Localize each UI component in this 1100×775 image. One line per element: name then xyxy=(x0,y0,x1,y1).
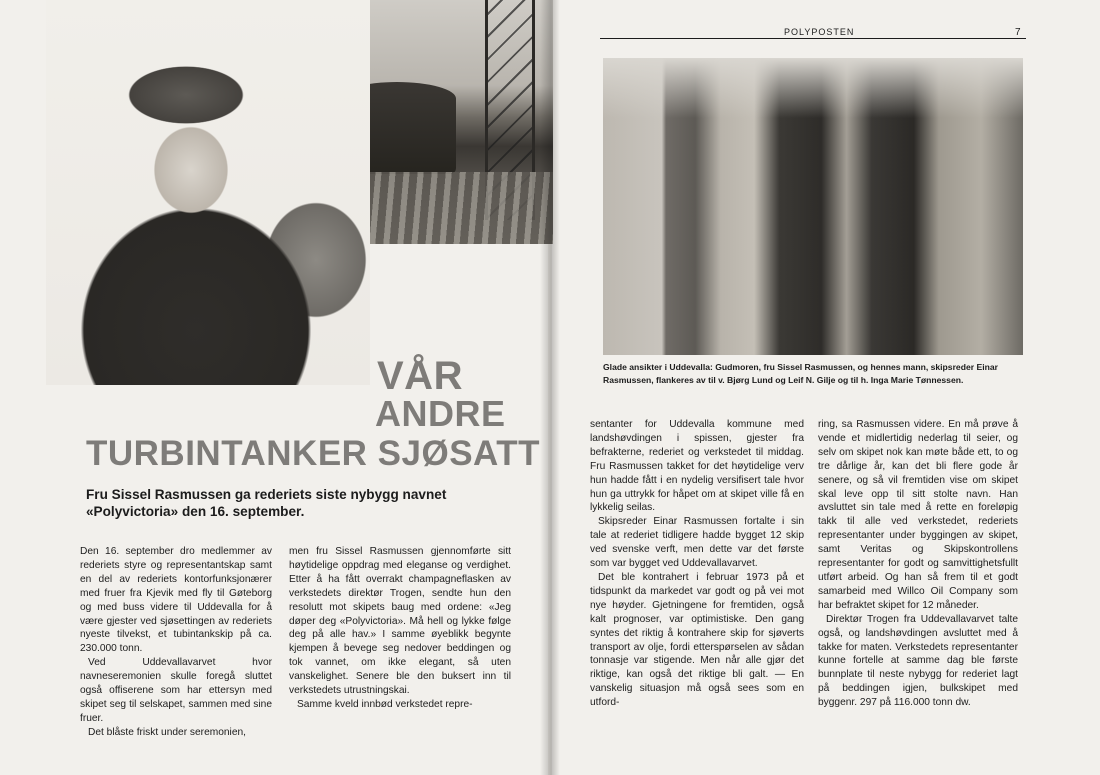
group-photo xyxy=(603,58,1023,355)
photo-sky-shape xyxy=(603,58,1023,118)
paragraph: Ved Uddevallavarvet hvor navneseremonien skulle foregå sluttet også offiserene som har ettersyn med skipet seg til selskapet, sammen med sine fruer. xyxy=(80,657,272,724)
paragraph: Skipsreder Einar Rasmussen fortalte i sin tale at rederiet tidligere hadde bygget 12 skip ved svenske verft, men dette var det første som var bygget ved Uddevallavarvet. xyxy=(590,516,804,570)
title-line-2: ANDRE xyxy=(375,393,506,434)
paragraph: men fru Sissel Rasmussen gjennomførte sitt høytidelige oppdrag med eleganse og verdighet. Etter å ha fått overrakt champagneflasken av verkstedets direktør Trogen, sendte hun den resolutt mot skipets baug med ordene: «Jeg døper deg «Polyvictoria». Må hell og lykke følge deg på alle hav.» I samme øyeblikk begynte kjempen å bevege seg nedover beddingen og tok vannet, om ikke elegant, så uten vanskelighet. Senere ble den buksert inn til verkstedets utrustningskai. xyxy=(289,546,511,697)
header-rule xyxy=(600,38,1026,39)
left-column-1 xyxy=(80,545,272,740)
right-column-1 xyxy=(590,418,804,710)
title-line-3: TURBINTANKER SJØSATT xyxy=(86,434,540,473)
photo-caption: Glade ansikter i Uddevalla: Gudmoren, fru Sissel Rasmussen, og hennes mann, skipsreder Einar Rasmussen, flankeres av til v. Bjørg Lund og Leif N. Gilje og til h. Inga Marie Tønnessen. xyxy=(603,362,998,385)
right-column-2 xyxy=(818,418,1018,710)
paragraph: Den 16. september dro medlemmer av rederiets styre og representantskap samt en del av rederiets kontorfunksjonærer med fruer fra Kjevik med fly til Gøteborg og med buss videre til Uddevalla for å være gjester ved sjøsettingen av rederiets nyeste tilvekst, et tubintankskip på ca. 230.000 tonn. xyxy=(80,546,272,655)
paragraph: Det blåste friskt under seremonien, xyxy=(88,726,246,738)
paragraph: sentanter for Uddevalla kommune med landshøvdingen i spissen, gjester fra befrakterne, rederiet og verkstedet til middag. Fru Rasmussen takket for det høytidelige verv hun hadde fått i en nydelig versifisert tale hvor hun ga uttrykk for håpet om at skipet ville få en lykkelig seilas. xyxy=(590,419,804,514)
paragraph: Samme kveld innbød verkstedet repre- xyxy=(297,698,473,710)
title-line-1: VÅR xyxy=(377,354,463,398)
left-column-2 xyxy=(289,545,511,712)
running-head: POLYPOSTEN xyxy=(784,27,855,37)
paragraph: ring, sa Rasmussen videre. En må prøve å vende et midlertidig nederlag til seier, og selv om skipet nok kan møte både ett, to og tre dårlige år, kan det bli flere gode år senere, og så vil fremtiden vise om skipet skal leve opp til sitt stolte navn. Han avsluttet sin tale med å rette en foreløpig takk til alle ved verkstedet, rederiets representanter under byggingen av skipet, samt Veritas og Skipskontrollens representanter for godt og samvittighetsfullt utført arbeid. Og han så frem til et godt samarbeid med Willco Oil Company som har befraktet skipet for 12 måneder. xyxy=(818,419,1018,611)
article-lead: Fru Sissel Rasmussen ga rederiets siste nybygg navnet «Polyvictoria» den 16. september. xyxy=(86,487,447,519)
page-number: 7 xyxy=(1015,27,1021,38)
godmother-portrait-photo xyxy=(46,0,370,385)
paragraph: Det ble kontrahert i februar 1973 på et tidspunkt da markedet var godt og på vei mot nye høyder. Gjetningene for fremtiden, også kalt prognoser, var optimistiske. Den gang syntes det riktig å kontrahere skip for sjøverts transport av olje, fordi etterspørselen av sådan tonnasje var stigende. Men når alle gjør det riktige, kan også det riktige bli galt. — En vanskelig situasjon må også sees som en utford- xyxy=(590,571,804,709)
paragraph: Direktør Trogen fra Uddevallavarvet talte også, og landshøvdingen avsluttet med å takke for maten. Verkstedets representanter kunne fortelle at samme dag ble første bunnplate til neste nybygg for rederiet lagt på beddingen igjen, bulkskipet med byggenr. 297 på 116.000 tonn dw. xyxy=(818,613,1018,709)
